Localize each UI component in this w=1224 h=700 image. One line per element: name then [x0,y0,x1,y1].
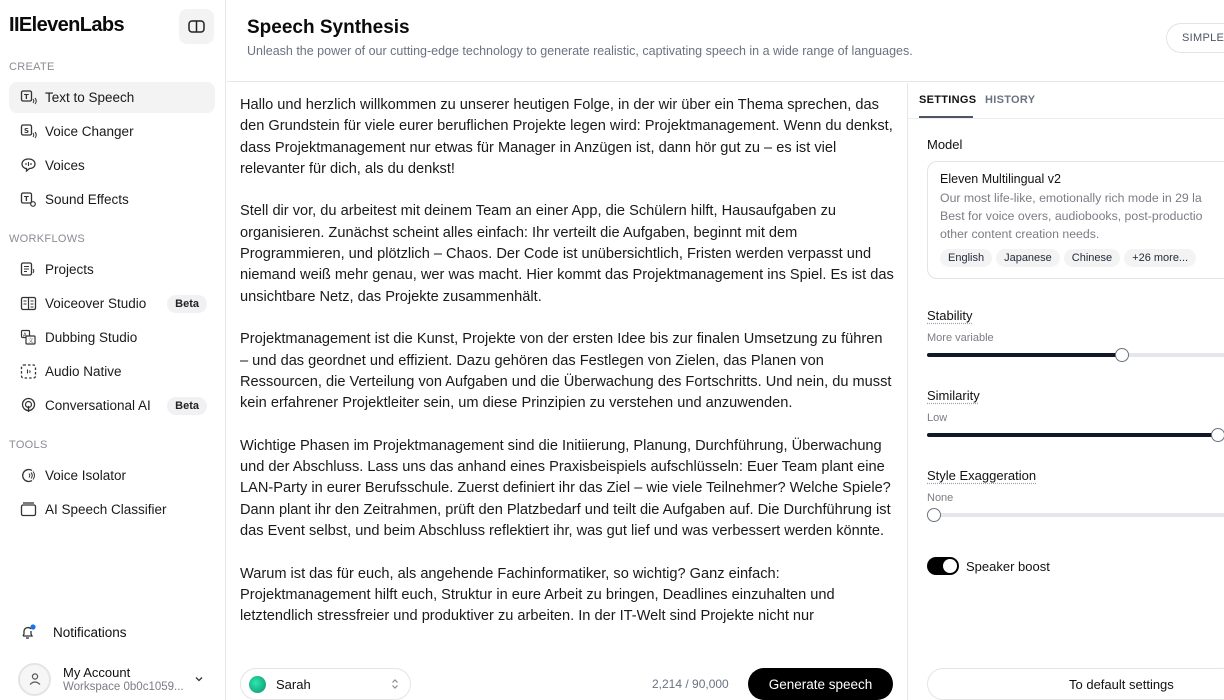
sidebar-item-label: Audio Native [45,364,122,379]
chevron-down-icon [194,674,204,684]
stability-label: Stability [927,308,973,323]
slider-thumb[interactable] [927,508,941,522]
model-description-line: Best for voice overs, audiobooks, post-productio [940,209,1203,223]
page-header [227,0,1224,82]
section-create: CREATE [9,61,55,73]
voice-isolator-icon [19,467,37,485]
sidebar-item-label: Voice Changer [45,124,134,139]
page-subtitle: Unleash the power of our cutting-edge technology to generate realistic, captivating speech in a wide range of languages. [247,44,913,58]
sidebar-item-label: Projects [45,262,94,277]
audio-native-icon [19,363,37,381]
similarity-slider[interactable] [927,428,1224,442]
paragraph: Stell dir vor, du arbeitest mit deinem Team an einer App, die Schülern hilft, Hausaufgaben zu organisieren. Zunächst scheint alles einfach: Ihr verteilt die Aufgaben, beginnt mit dem Programmieren, und plötzlich – Chaos. Der Code ist unübersichtlich, Fristen werden verpasst und niemand weiß mehr genau, wer was macht. Hier kommt das Projektmanagement ins Spiel. Es ist das unsichtbare Netz, das Projekte zusammenhält. [240,203,894,305]
sidebar-item-label: Voiceover Studio [45,296,147,311]
conversational-ai-icon [19,397,37,415]
dubbing-studio-icon [19,329,37,347]
logo[interactable]: IIElevenLabs [9,14,125,36]
speaker-boost-toggle[interactable] [927,557,1050,575]
sidebar-item-sound-effects[interactable] [9,184,215,215]
settings-panel [907,83,1224,700]
page-title: Speech Synthesis [247,17,410,38]
avatar [18,663,51,696]
default-settings-button[interactable]: To default settings [927,668,1224,700]
language-tag: Japanese [996,249,1060,267]
tab-history[interactable]: HISTORY [985,94,1036,106]
beta-badge: Beta [167,295,207,313]
voice-selector[interactable] [240,668,411,700]
model-description-line: other content creation needs. [940,227,1100,241]
sidebar-item-label: Sound Effects [45,192,129,207]
svg-text:S: S [23,127,29,135]
account-name: My Account [63,665,131,680]
sidebar-item-label: Voice Isolator [45,468,127,483]
language-tag: Chinese [1064,249,1120,267]
sidebar-item-audio-native[interactable] [9,356,215,387]
toggle-switch[interactable] [927,557,959,575]
paragraph: Warum ist das für euch, als angehende Fachinformatiker, so wichtig? Ganz einfach: Projektmanagement hilft euch, Struktur in eure Arbeit zu bringen, Deadlines einzuhalten und letztendlich stressfreier und produktiver zu arbeiten. In der IT-Welt sind Projekte nicht nur [240,565,835,625]
voices-icon [19,157,37,175]
voice-changer-icon [19,123,37,141]
paragraph: Hallo und herzlich willkommen zu unserer heutigen Folge, in der wir über ein Thema sprechen, das den Grundstein für viele eurer beruflichen Projekte legen wird: Projektmanagement. Wenn du denkst, dass Projektmanagement nur etwas für Manager in Anzügen ist, dann hör gut zu – es ist viel relevanter für dich, als du denkst! [240,97,893,177]
sidebar-item-label: Dubbing Studio [45,330,138,345]
stability-hint: More variable [927,332,994,344]
voice-name: Sarah [276,676,311,692]
panel-tabs [908,83,1224,119]
sidebar-item-ai-speech-classifier[interactable] [9,494,215,525]
svg-text:T: T [23,195,29,203]
toggle-knob [943,559,957,573]
language-tag: English [940,249,992,267]
projects-icon [19,261,37,279]
slider-thumb[interactable] [1211,428,1224,442]
paragraph: Projektmanagement ist die Kunst, Projekte von der ersten Idee bis zur finalen Umsetzung zu führen – und das geordnet und effizient. Dazu gehören das Festlegen von Zielen, das Planen von Ressourcen, die Verteilung von Aufgaben und die Überwachung des Fortschritts. Und nein, du musst kein erfahrener Projektleiter sein, um diese Prinzipien zu verstehen und anzuwenden. [240,331,892,412]
sidebar-item-label: Conversational AI [45,398,151,413]
svg-text:T: T [23,93,29,101]
model-name: Eleven Multilingual v2 [940,172,1061,186]
notifications-label: Notifications [53,624,127,640]
model-selector[interactable] [927,161,1224,279]
simple-mode-button[interactable]: SIMPLE [1166,23,1224,53]
model-description-line: Our most life-like, emotionally rich mode in 29 la [940,191,1202,205]
text-to-speech-icon [19,89,37,107]
more-languages-tag: +26 more... [1124,249,1196,267]
style-exaggeration-slider[interactable] [927,508,1224,522]
voice-avatar [249,676,266,693]
sidebar-toggle-icon [188,20,205,33]
svg-text:文: 文 [27,338,34,345]
speaker-boost-label: Speaker boost [966,558,1050,574]
collapse-sidebar-button[interactable] [179,9,214,44]
slider-track [927,513,1224,517]
editor-footer [227,660,907,700]
sidebar-item-voice-changer[interactable] [9,116,215,147]
stability-slider[interactable] [927,348,1224,362]
sidebar-item-voice-isolator[interactable] [9,460,215,491]
style-exaggeration-label: Style Exaggeration [927,468,1037,483]
character-count: 2,214 / 90,000 [652,677,729,691]
section-tools: TOOLS [9,439,48,451]
workspace-name: Workspace 0b0c1059... [63,681,184,693]
svg-text:A: A [22,332,27,339]
notifications-button[interactable] [9,618,215,646]
sidebar [0,0,226,700]
sidebar-item-label: Voices [45,158,85,173]
sidebar-item-text-to-speech[interactable] [9,82,215,113]
bell-icon [19,623,37,641]
sidebar-item-voices[interactable] [9,150,215,181]
generate-speech-button[interactable]: Generate speech [748,668,893,700]
slider-fill [927,353,1122,357]
slider-thumb[interactable] [1115,348,1129,362]
paragraph: Wichtige Phasen im Projektmanagement sind die Initiierung, Planung, Durchführung, Überwachung und der Abschluss. Lass uns das anhand eines Praxisbeispiels aufschlüsseln: Euer Team plant eine LAN-Party in eurer Berufsschule. Zuerst definiert ihr das Ziel – wie viele Teilnehmer? Welche Spiele? Dann plant ihr den Zeitrahmen, prüft den Platzbedarf und teilt die Aufgaben auf. Die Durchführung ist das Event selbst, und beim Abschluss reflektiert ihr, was gut lief und was verbessert werden könnte. [240,437,891,539]
beta-badge: Beta [167,397,207,415]
slider-fill [927,433,1218,437]
tab-settings[interactable]: SETTINGS [919,94,977,106]
sidebar-item-dubbing-studio[interactable] [9,322,215,353]
section-workflows: WORKFLOWS [9,233,86,245]
chevron-up-down-icon [390,678,400,690]
similarity-label: Similarity [927,388,980,403]
sound-effects-icon [19,191,37,209]
similarity-hint: Low [927,412,948,424]
active-tab-indicator [919,116,973,118]
account-menu[interactable] [18,661,214,697]
sidebar-item-projects[interactable] [9,254,215,285]
sidebar-item-label: AI Speech Classifier [45,502,167,517]
text-editor[interactable] [227,83,907,648]
sidebar-item-label: Text to Speech [45,90,135,105]
sidebar-item-conversational-ai[interactable] [9,390,215,421]
voiceover-studio-icon [19,295,37,313]
user-icon [28,672,42,686]
style-exaggeration-hint: None [927,492,954,504]
sidebar-item-voiceover-studio[interactable] [9,288,215,319]
ai-speech-classifier-icon [19,501,37,519]
model-label: Model [927,137,963,152]
